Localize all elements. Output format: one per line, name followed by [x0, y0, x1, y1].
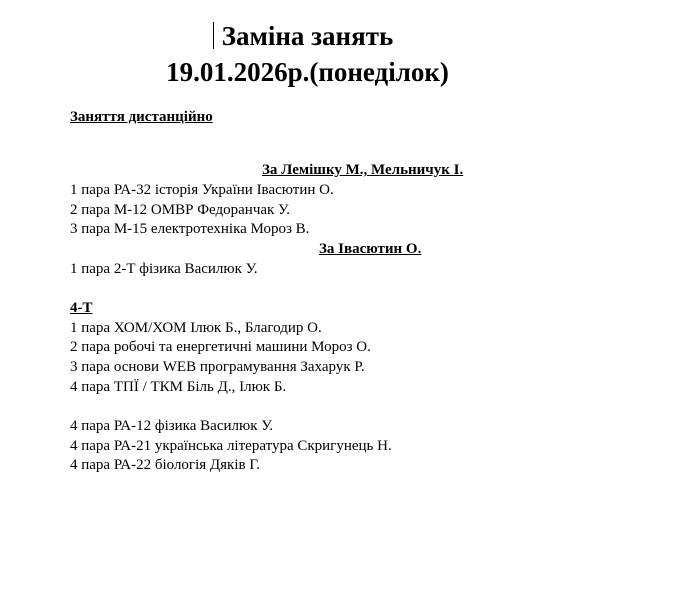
schedule-line: 4 пара ТПЇ / ТКМ Біль Д., Ілюк Б.: [70, 379, 287, 395]
schedule-line: 4 пара РА-22 біологія Дяків Г.: [70, 457, 261, 473]
substitution-heading-2: За Івасютин О.: [319, 241, 422, 257]
schedule-line: 3 пара основи WEB програмування Захарук Р.: [70, 359, 365, 375]
schedule-line: 1 пара ХОМ/ХОМ Ілюк Б., Благодир О.: [70, 320, 322, 336]
document-title: Заміна занять: [221, 21, 394, 51]
schedule-line: 2 пара робочі та енергетичні машини Мороз О.: [70, 339, 371, 355]
substitution-heading-1: За Лемішку М., Мельничук І.: [262, 162, 464, 178]
schedule-line: 3 пара М-15 електротехніка Мороз В.: [70, 221, 310, 237]
group-heading: 4-Т: [70, 300, 93, 316]
schedule-line: 2 пара М-12 ОМВР Федоранчак У.: [70, 202, 290, 218]
document-date: 19.01.2026р.(понеділок): [166, 57, 449, 87]
schedule-line: 4 пара РА-12 фізика Василюк У.: [70, 418, 274, 434]
remote-classes-heading: Заняття дистанційно: [70, 109, 213, 125]
schedule-line: 1 пара РА-32 історія України Івасютин О.: [70, 182, 334, 198]
schedule-line: 1 пара 2-Т фізика Василюк У.: [70, 261, 258, 277]
schedule-line: 4 пара РА-21 українська література Скригунець Н.: [70, 438, 392, 454]
